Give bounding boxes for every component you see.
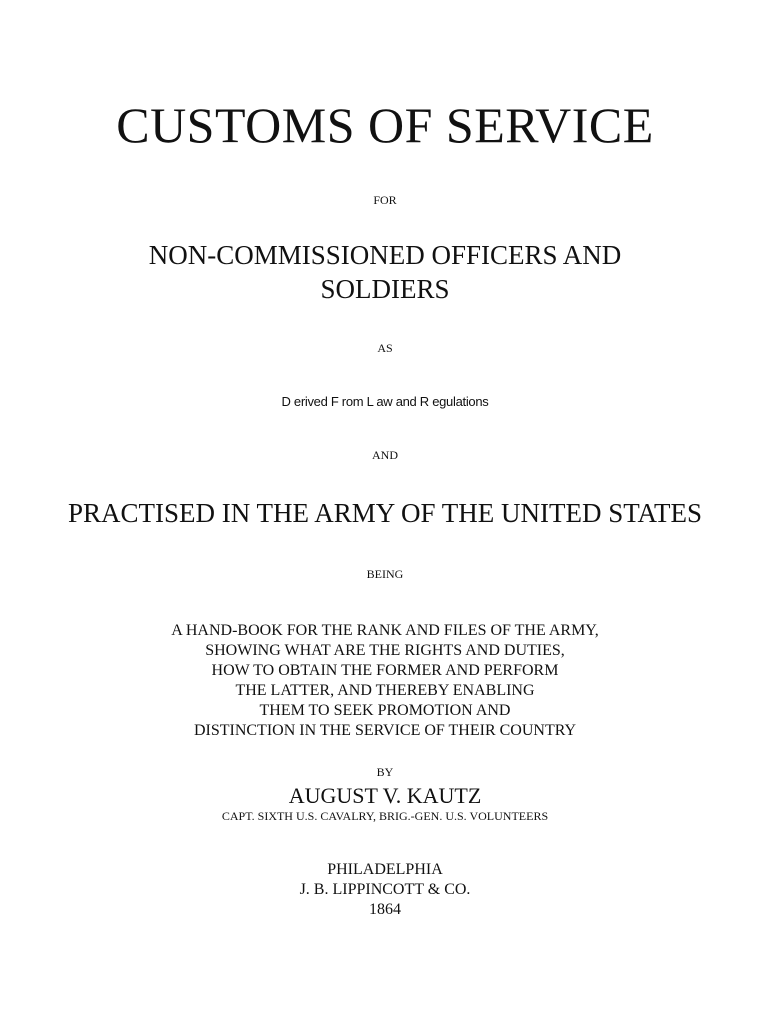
subtitle-line-2: SOLDIERS (320, 274, 450, 304)
book-title: CUSTOMS OF SERVICE (116, 97, 654, 153)
derived-line: D erived F rom L aw and R egulations (281, 394, 489, 409)
publisher-city: PHILADELPHIA (327, 861, 443, 878)
description-line: DISTINCTION IN THE SERVICE OF THEIR COUNTRY (193, 722, 577, 739)
description-block (0, 621, 770, 741)
practised-line: PRACTISED IN THE ARMY OF THE UNITED STATES (67, 498, 703, 528)
and-label: AND (372, 448, 398, 462)
description-line: THE LATTER, AND THEREBY ENABLING (235, 682, 535, 699)
description-line: HOW TO OBTAIN THE FORMER AND PERFORM (211, 662, 559, 679)
description-line: SHOWING WHAT ARE THE RIGHTS AND DUTIES, (205, 642, 565, 659)
publication-year: 1864 (369, 901, 401, 918)
author-name: AUGUST V. KAUTZ (288, 783, 482, 808)
subtitle-line-1: NON-COMMISSIONED OFFICERS AND (148, 240, 622, 270)
for-label: FOR (373, 193, 397, 207)
publisher-name: J. B. LIPPINCOTT & CO. (299, 881, 471, 898)
description-line: A HAND-BOOK FOR THE RANK AND FILES OF THE ARMY, (171, 622, 599, 639)
imprint-block (0, 860, 770, 920)
as-label: AS (377, 341, 393, 355)
description-line: THEM TO SEEK PROMOTION AND (259, 702, 511, 719)
by-label: BY (376, 765, 394, 779)
author-rank: CAPT. SIXTH U.S. CAVALRY, BRIG.-GEN. U.S. VOLUNTEERS (221, 809, 549, 823)
being-label: BEING (366, 567, 404, 581)
